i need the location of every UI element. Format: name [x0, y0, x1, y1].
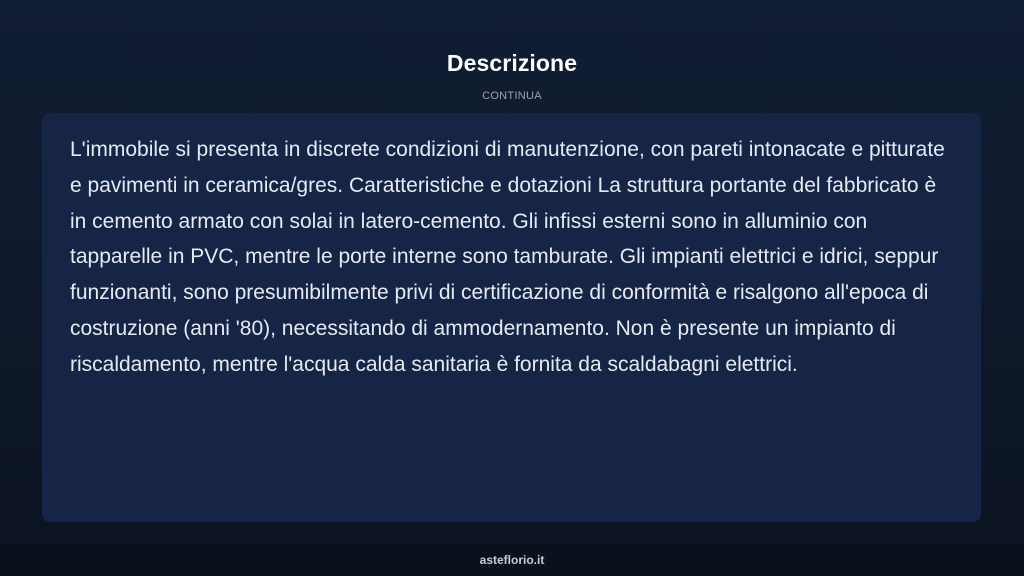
description-text: L'immobile si presenta in discrete condizioni di manutenzione, con pareti intonacate e pitturate e pavimenti in ceramica/gres. Caratteristiche e dotazioni La struttura portante del fabbricato è in cemento armato con solai in latero-cemento. Gli infissi esterni sono in alluminio con tapparelle in PVC, mentre le porte interne sono tamburate. Gli impianti elettrici e idrici, seppur funzionanti, sono presumibilmente privi di certificazione di conformità e risalgono all'epoca di costruzione (anni '80), necessitando di ammodernamento. Non è presente un impianto di riscaldamento, mentre l'acqua calda sanitaria è fornita da scaldabagni elettrici.: [70, 138, 945, 376]
footer-bar: [0, 544, 1024, 576]
page-title: Descrizione: [446, 50, 578, 76]
footer-brand-link[interactable]: asteflorio.it: [479, 553, 545, 567]
description-card: [42, 113, 981, 522]
continue-button[interactable]: CONTINUA: [482, 90, 542, 102]
